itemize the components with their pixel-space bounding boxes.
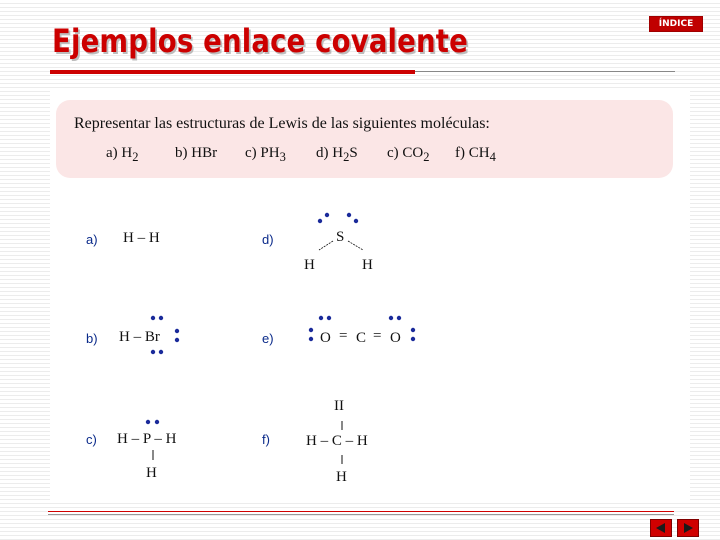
label-e: e) <box>262 331 274 346</box>
lone-pairs-s <box>300 205 380 260</box>
structure-e-eq2: = <box>373 328 382 344</box>
title-underline-grey <box>415 71 675 72</box>
structure-f: H – C – H <box>306 433 368 449</box>
next-button[interactable] <box>677 519 699 537</box>
label-a: a) <box>86 232 98 247</box>
footer-rule <box>48 511 674 512</box>
index-button[interactable]: ÍNDICE <box>649 16 703 32</box>
title-underline <box>50 70 415 74</box>
lone-pairs-co2 <box>305 310 420 355</box>
prompt-box <box>56 100 673 178</box>
structure-d-right: H <box>362 257 373 273</box>
label-c: c) <box>86 432 97 447</box>
option-f: f) $CH_4$ <box>455 145 496 164</box>
structure-f-top: II <box>334 398 344 414</box>
lone-pair-p <box>140 415 170 465</box>
structure-f-bottom: H <box>336 469 347 485</box>
bond-lines-c <box>335 418 349 468</box>
label-f: f) <box>262 432 270 447</box>
structure-c-bottom: H <box>146 465 157 481</box>
label-d: d) <box>262 232 274 247</box>
page-title: Ejemplos enlace covalente <box>52 22 468 60</box>
prev-button[interactable] <box>650 519 672 537</box>
lone-pairs-br <box>140 312 190 360</box>
footer-rule-grey <box>48 514 674 515</box>
structure-c: H – P – H <box>117 431 177 447</box>
structure-e-o1: O <box>320 330 331 346</box>
structure-e-o2: O <box>390 330 401 346</box>
option-a: a) $H_2$ <box>106 145 139 164</box>
structure-e-c: C <box>356 330 367 346</box>
structure-d-center: S <box>336 229 345 245</box>
option-b: b) HBr <box>175 145 218 161</box>
arrow-left-icon <box>651 520 671 536</box>
prompt-text: Representar las estructuras de Lewis de las siguientes moléculas: <box>74 115 490 132</box>
arrow-right-icon <box>678 520 698 536</box>
structure-b: H – Br <box>119 329 160 345</box>
option-d: d) $H_2S$ <box>316 145 358 164</box>
option-e: c) $CO_2$ <box>387 145 430 164</box>
structure-d-left: H <box>304 257 315 273</box>
label-b: b) <box>86 331 98 346</box>
option-c: c) $PH_3$ <box>245 145 286 164</box>
structure-a: H – H <box>123 230 160 246</box>
structure-e-eq1: = <box>339 328 348 344</box>
